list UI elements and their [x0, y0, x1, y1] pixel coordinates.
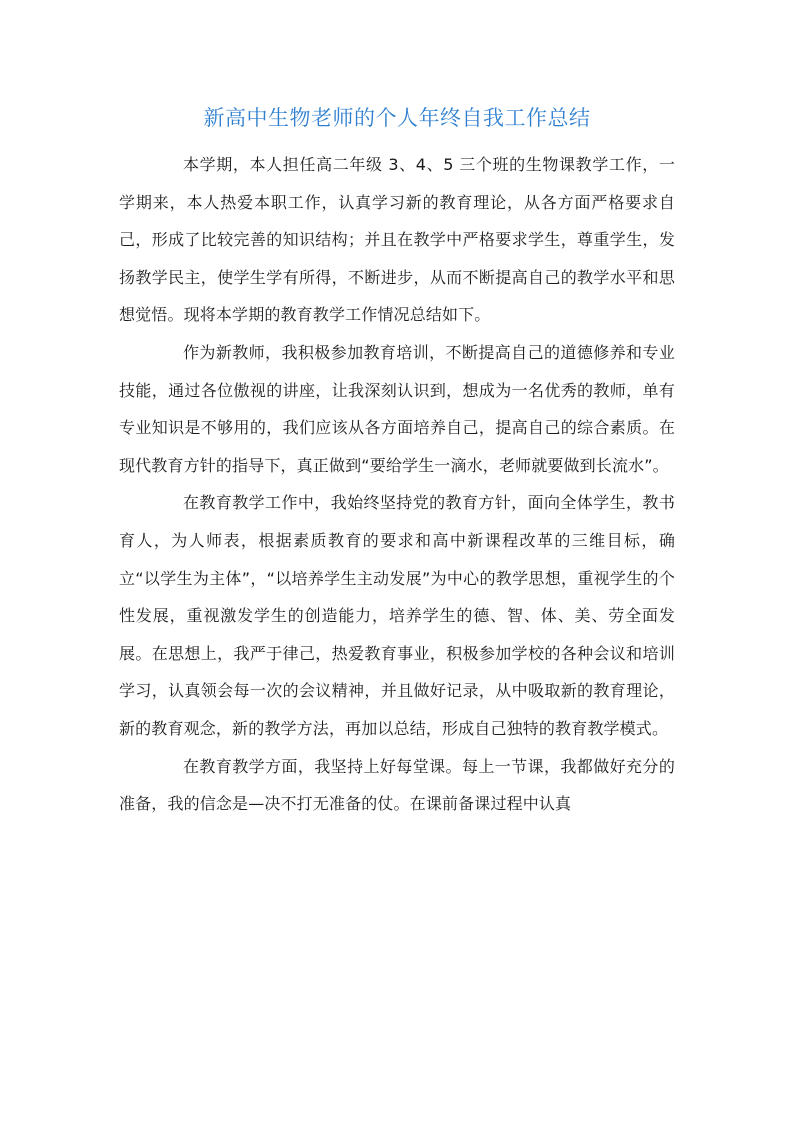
document-body	[119, 146, 675, 823]
paragraph-1: 本学期，本人担任高二年级 3、4、5 三个班的生物课教学工作，一学期来，本人热爱本职工作，认真学习新的教育理论，从各方面严格要求自己，形成了比较完善的知识结构；并且在教学中严格要求学生，尊重学生，发扬教学民主，使学生学有所得，不断进步，从而不断提高自己的教学水平和思想觉悟。现将本学期的教育教学工作情况总结如下。	[119, 155, 675, 325]
document-title: 新高中生物老师的个人年终自我工作总结	[203, 106, 591, 130]
paragraph-3: 在教育教学工作中，我始终坚持党的教育方针，面向全体学生，教书育人，为人师表，根据素质教育的要求和高中新课程改革的三维目标，确立“以学生为主体”，“以培养学生主动发展”为中心的教学思想，重视学生的个性发展，重视激发学生的创造能力，培养学生的德、智、体、美、劳全面发展。在思想上，我严于律己，热爱教育事业，积极参加学校的各种会议和培训学习，认真领会每一次的会议精神，并且做好记录，从中吸取新的教育理论，新的教育观念，新的教学方法，再加以总结，形成自己独特的教育教学模式。	[119, 493, 675, 738]
paragraph-4: 在教育教学方面，我坚持上好每堂课。每上一节课，我都做好充分的准备，我的信念是—决不打无准备的仗。在课前备课过程中认真	[119, 756, 675, 814]
paragraph-2: 作为新教师，我积极参加教育培训，不断提高自己的道德修养和专业技能，通过各位傲视的讲座，让我深刻认识到，想成为一名优秀的教师，单有专业知识是不够用的，我们应该从各方面培养自己，提高自己的综合素质。在现代教育方针的指导下，真正做到“要给学生一滴水，老师就要做到长流水”。	[119, 342, 675, 475]
